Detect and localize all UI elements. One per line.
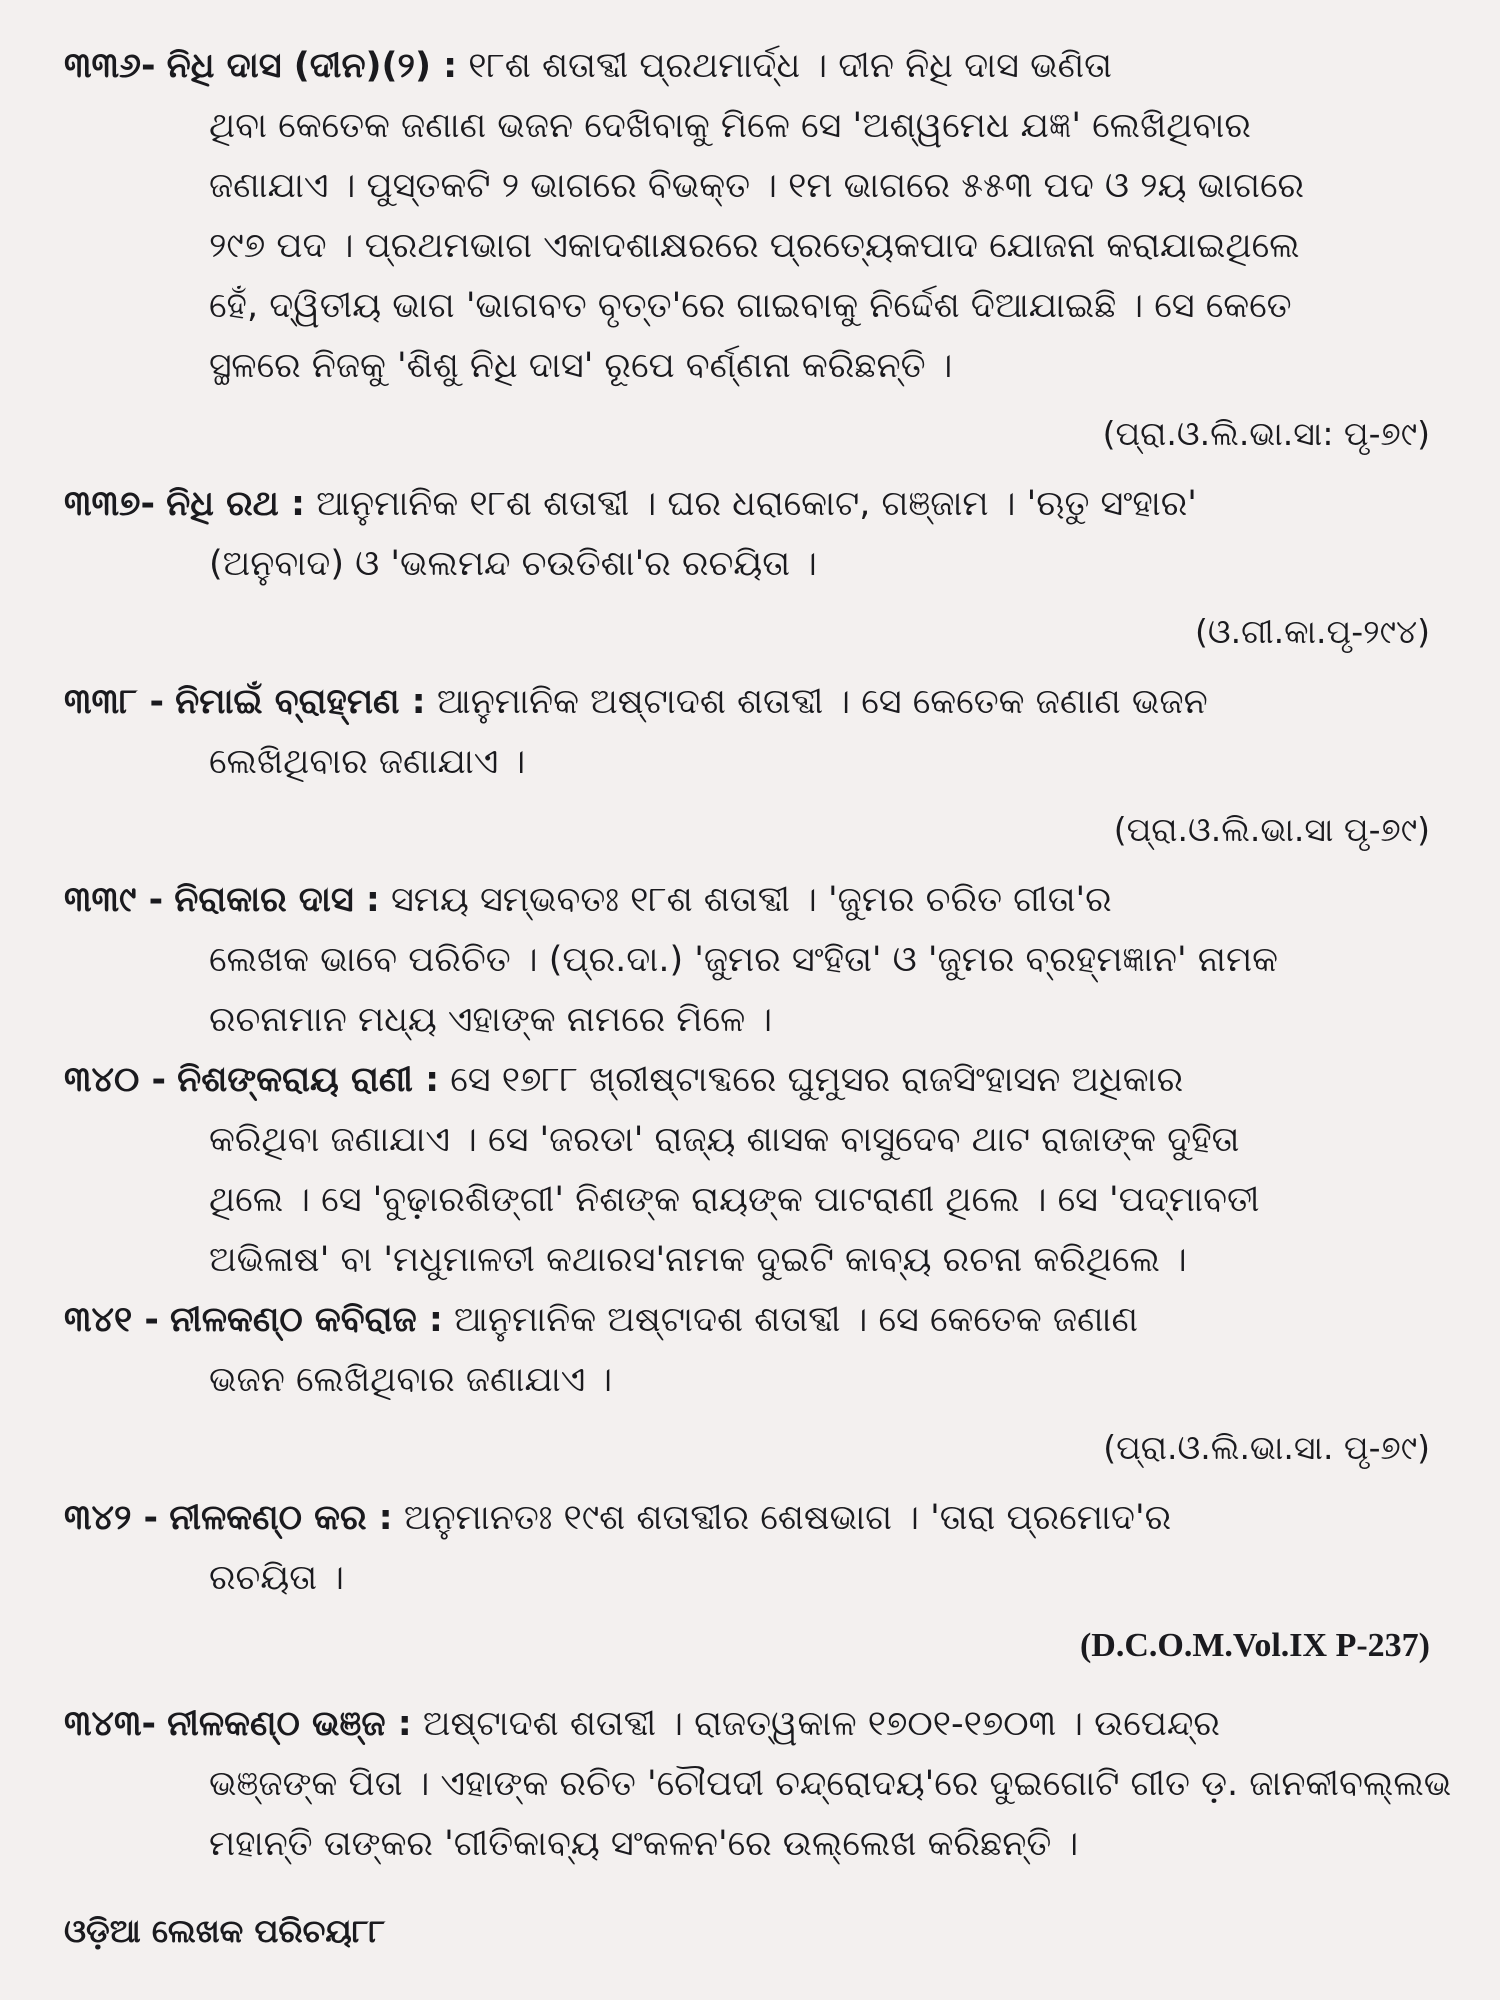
entry-first-line — [64, 36, 1454, 96]
entry-text-line: ମହାନ୍ତି ତାଙ୍କର 'ଗୀତିକାବ୍ୟ ସଂକଳନ'ରେ ଉଲ୍ଲେଖ କରିଛନ୍ତି । — [209, 1824, 1079, 1864]
entry-text-line: ଭଞ୍ଜଙ୍କ ପିତା । ଏହାଙ୍କ ରଚିତ 'ଚୌପଦୀ ଚନ୍ଦ୍ରୋଦୟ'ରେ ଦୁଇଗୋଟି ଗୀତ ଡ଼. ଜାନକୀବଲ୍ଲଭ — [209, 1764, 1452, 1804]
entry-reference: (ପ୍ରା.ଓ.ଲି.ଭା.ସା ପୃ-୭୯) — [1113, 810, 1430, 849]
entry-341 — [64, 1290, 1454, 1410]
entry-text-line: ଲେଖକ ଭାବେ ପରିଚିତ । (ପ୍ର.ଦା.) 'ଜୁମର ସଂହିତା' ଓ 'ଜୁମର ବ୍ରହ୍ମଜ୍ଞାନ' ନାମକ — [209, 940, 1278, 980]
entry-number: ୩୩୮ - — [64, 682, 165, 722]
entry-reference: (ପ୍ରା.ଓ.ଲି.ଭା.ସା: ପୃ-୭୯) — [1102, 414, 1430, 453]
entry-text-line: ସେ ୧୭୮୮ ଖ୍ରୀଷ୍ଟାବ୍ଦରେ ଘୁମୁସର ରାଜସିଂହାସନ ଅଧିକାର — [450, 1060, 1184, 1100]
entry-reference: (D.C.O.M.Vol.IX P-237) — [1079, 1627, 1430, 1664]
entry-337 — [64, 474, 1454, 594]
entry-340 — [64, 1050, 1454, 1290]
entry-first-line — [64, 474, 1454, 534]
entry-number: ୩୪୨ - — [64, 1498, 159, 1538]
entry-text-line: ରଚୟିତା । — [209, 1558, 344, 1598]
entry-name: ନିଧି ଦାସ (ଦୀନ)(୨) : — [166, 46, 458, 86]
entry-name: ନୀଳକଣ୍ଠ କର : — [169, 1498, 393, 1538]
entry-reference: (ଓ.ଗୀ.କା.ପୃ-୨୯୪) — [1195, 612, 1430, 651]
entry-text-line: ଅନୁମାନତଃ ୧୯ଶ ଶତାବ୍ଦୀର ଶେଷଭାଗ । 'ତାରା ପ୍ରମୋଦ'ର — [403, 1498, 1172, 1538]
entry-text-line: ଲେଖିଥିବାର ଜଣାଯାଏ । — [209, 742, 526, 782]
entry-text-line: ଆନୁମାନିକ ଅଷ୍ଟାଦଶ ଶତାବ୍ଦୀ । ସେ କେତେକ ଜଣାଣ — [454, 1300, 1138, 1340]
entry-text-line: ସମୟ ସମ୍ଭବତଃ ୧୮ଶ ଶତାବ୍ଦୀ । 'ଜୁମର ଚରିତ ଗୀତା'ର — [390, 880, 1112, 920]
entry-text-line: ହେଁ, ଦ୍ୱିତୀୟ ଭାଗ 'ଭାଗବତ ବୃତ୍ତ'ରେ ଗାଇବାକୁ ନିର୍ଦ୍ଦେଶ ଦିଆଯାଇଛି । ସେ କେତେ — [209, 286, 1292, 326]
entry-name: ନିମାଇଁ ବ୍ରାହ୍ମଣ : — [175, 682, 426, 722]
entry-text-line: ଅଷ୍ଟାଦଶ ଶତାବ୍ଦୀ । ରାଜତ୍ୱକାଳ ୧୭୦୧-୧୭୦୩ । ଉପେନ୍ଦ୍ର — [422, 1704, 1220, 1744]
entry-number: ୩୩୭- — [64, 484, 155, 524]
entry-text-line: ଅଭିଳାଷ' ବା 'ମଧୁମାଳତୀ କଥାରସ'ନାମକ ଦୁଇଟି କାବ୍ୟ ରଚନା କରିଥିଲେ । — [209, 1240, 1187, 1280]
entry-text-line: ଥିଲେ । ସେ 'ବୁଢ଼ାରଶିଙ୍ଗୀ' ନିଶଙ୍କ ରାୟଙ୍କ ପାଟରାଣୀ ଥିଲେ । ସେ 'ପଦ୍ମାବତୀ — [209, 1180, 1260, 1220]
entry-339 — [64, 870, 1454, 1050]
entry-number: ୩୪୧ - — [64, 1300, 159, 1340]
entry-name: ନିଧି ରଥ : — [166, 484, 305, 524]
entry-text-line: (ଅନୁବାଦ) ଓ 'ଭଲମନ୍ଦ ଚଉତିଶା'ର ରଚୟିତା । — [209, 544, 817, 584]
entry-text-line: ୨୯୭ ପଦ । ପ୍ରଥମଭାଗ ଏକାଦଶାକ୍ଷରରେ ପ୍ରତ୍ୟେକପାଦ ଯୋଜନା କରାଯାଇଥିଲେ — [209, 226, 1300, 266]
entry-first-line — [64, 1694, 1454, 1754]
entry-first-line — [64, 870, 1454, 930]
entry-text-line: ଆନୁମାନିକ ଅଷ୍ଟାଦଶ ଶତାବ୍ଦୀ । ସେ କେତେକ ଜଣାଣ ଭଜନ — [436, 682, 1208, 722]
page-footer: ଓଡ଼ିଆ ଲେଖକ ପରିଚୟ୮୮ — [64, 1912, 386, 1950]
entry-first-line — [64, 1050, 1454, 1110]
entry-336 — [64, 36, 1454, 396]
entry-text-line: ଥିବା କେତେକ ଜଣାଣ ଭଜନ ଦେଖିବାକୁ ମିଳେ ସେ 'ଅଶ୍ୱମେଧ ଯଜ୍ଞ' ଲେଖିଥିବାର — [209, 106, 1251, 146]
entry-number: ୩୪୩- — [64, 1704, 156, 1744]
entry-name: ନିଶଙ୍କରାୟ ରାଣୀ : — [177, 1060, 440, 1100]
entry-342 — [64, 1488, 1454, 1608]
entry-first-line — [64, 1488, 1454, 1548]
entry-name: ନିରାକାର ଦାସ : — [174, 880, 380, 920]
entry-text-line: କରିଥିବା ଜଣାଯାଏ । ସେ 'ଜରଡା' ରାଜ୍ୟ ଶାସକ ବାସୁଦେବ ଥାଟ ରାଜାଙ୍କ ଦୁହିତା — [209, 1120, 1240, 1160]
entry-text-line: ଆନୁମାନିକ ୧୮ଶ ଶତାବ୍ଦୀ । ଘର ଧରାକୋଟ, ଗଞ୍ଜାମ । 'ଋତୁ ସଂହାର' — [316, 484, 1197, 524]
entry-text-line: ସ୍ଥଳରେ ନିଜକୁ 'ଶିଶୁ ନିଧି ଦାସ' ରୂପେ ବର୍ଣ୍ଣନା କରିଛନ୍ତି । — [209, 346, 953, 386]
entry-number: ୩୩୬- — [64, 46, 156, 86]
entry-343 — [64, 1694, 1454, 1874]
entry-name: ନୀଳକଣ୍ଠ ଭଞ୍ଜ : — [167, 1704, 412, 1744]
entry-text-line: ଭଜନ ଲେଖିଥିବାର ଜଣାଯାଏ । — [209, 1360, 613, 1400]
entry-text-line: ରଚନାମାନ ମଧ୍ୟ ଏହାଙ୍କ ନାମରେ ମିଳେ । — [209, 1000, 773, 1040]
entry-first-line — [64, 672, 1454, 732]
entry-338 — [64, 672, 1454, 792]
entry-first-line — [64, 1290, 1454, 1350]
entry-name: ନୀଳକଣ୍ଠ କବିରାଜ : — [170, 1300, 443, 1340]
entry-number: ୩୪୦ - — [64, 1060, 166, 1100]
entry-text-line: ୧୮ଶ ଶତାବ୍ଦୀ ପ୍ରଥମାର୍ଦ୍ଧ । ଦୀନ ନିଧି ଦାସ ଭଣିତା — [468, 46, 1112, 86]
entry-reference: (ପ୍ରା.ଓ.ଲି.ଭା.ସା. ପୃ-୭୯) — [1103, 1428, 1430, 1467]
entry-text-line: ଜଣାଯାଏ । ପୁସ୍ତକଟି ୨ ଭାଗରେ ବିଭକ୍ତ । ୧ମ ଭାଗରେ ୫୫୩ ପଦ ଓ ୨ୟ ଭାଗରେ — [209, 166, 1305, 206]
entry-number: ୩୩୯ - — [64, 880, 164, 920]
